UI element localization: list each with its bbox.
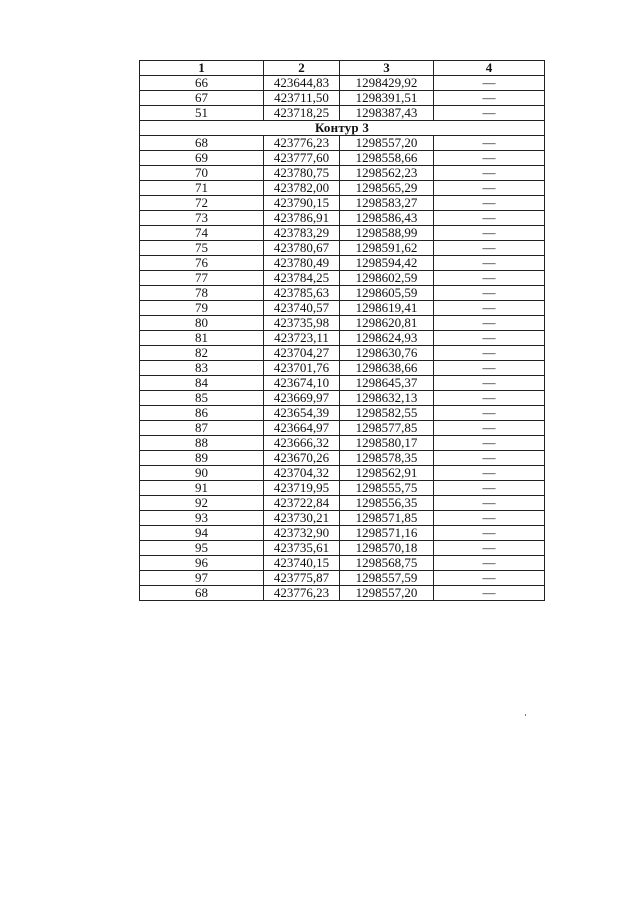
point-number-cell: 67 <box>140 91 264 106</box>
x-coordinate-cell: 423735,61 <box>264 541 340 556</box>
point-number-cell: 91 <box>140 481 264 496</box>
x-coordinate-cell: 423784,25 <box>264 271 340 286</box>
x-coordinate-cell: 423780,67 <box>264 241 340 256</box>
header-col-2: 2 <box>264 61 340 76</box>
table-row <box>140 286 545 301</box>
y-coordinate-cell: 1298582,55 <box>340 406 434 421</box>
x-coordinate-cell: 423654,39 <box>264 406 340 421</box>
point-number-cell: 75 <box>140 241 264 256</box>
point-number-cell: 68 <box>140 586 264 601</box>
x-coordinate-cell: 423740,57 <box>264 301 340 316</box>
note-cell: — <box>434 181 545 196</box>
point-number-cell: 82 <box>140 346 264 361</box>
point-number-cell: 77 <box>140 271 264 286</box>
x-coordinate-cell: 423704,27 <box>264 346 340 361</box>
y-coordinate-cell: 1298578,35 <box>340 451 434 466</box>
header-col-4: 4 <box>434 61 545 76</box>
y-coordinate-cell: 1298556,35 <box>340 496 434 511</box>
point-number-cell: 92 <box>140 496 264 511</box>
point-number-cell: 83 <box>140 361 264 376</box>
y-coordinate-cell: 1298645,37 <box>340 376 434 391</box>
point-number-cell: 76 <box>140 256 264 271</box>
note-cell: — <box>434 526 545 541</box>
y-coordinate-cell: 1298557,20 <box>340 586 434 601</box>
note-cell: — <box>434 421 545 436</box>
section-title: Контур 3 <box>140 121 545 136</box>
y-coordinate-cell: 1298557,20 <box>340 136 434 151</box>
x-coordinate-cell: 423775,87 <box>264 571 340 586</box>
point-number-cell: 97 <box>140 571 264 586</box>
note-cell: — <box>434 196 545 211</box>
x-coordinate-cell: 423780,49 <box>264 256 340 271</box>
point-number-cell: 80 <box>140 316 264 331</box>
x-coordinate-cell: 423732,90 <box>264 526 340 541</box>
note-cell: — <box>434 241 545 256</box>
table-row <box>140 541 545 556</box>
table-row <box>140 406 545 421</box>
y-coordinate-cell: 1298591,62 <box>340 241 434 256</box>
y-coordinate-cell: 1298557,59 <box>340 571 434 586</box>
note-cell: — <box>434 331 545 346</box>
section-heading-group <box>140 121 545 136</box>
y-coordinate-cell: 1298555,75 <box>340 481 434 496</box>
x-coordinate-cell: 423644,83 <box>264 76 340 91</box>
point-number-cell: 66 <box>140 76 264 91</box>
y-coordinate-cell: 1298638,66 <box>340 361 434 376</box>
note-cell: — <box>434 361 545 376</box>
point-number-cell: 51 <box>140 106 264 121</box>
x-coordinate-cell: 423790,15 <box>264 196 340 211</box>
y-coordinate-cell: 1298602,59 <box>340 271 434 286</box>
point-number-cell: 70 <box>140 166 264 181</box>
note-cell: — <box>434 256 545 271</box>
note-cell: — <box>434 406 545 421</box>
x-coordinate-cell: 423669,97 <box>264 391 340 406</box>
table-row <box>140 466 545 481</box>
y-coordinate-cell: 1298624,93 <box>340 331 434 346</box>
point-number-cell: 79 <box>140 301 264 316</box>
note-cell: — <box>434 586 545 601</box>
table-row <box>140 256 545 271</box>
y-coordinate-cell: 1298588,99 <box>340 226 434 241</box>
y-coordinate-cell: 1298568,75 <box>340 556 434 571</box>
x-coordinate-cell: 423782,00 <box>264 181 340 196</box>
table-row <box>140 136 545 151</box>
point-number-cell: 68 <box>140 136 264 151</box>
table-row <box>140 241 545 256</box>
table-row <box>140 556 545 571</box>
point-number-cell: 73 <box>140 211 264 226</box>
point-number-cell: 87 <box>140 421 264 436</box>
note-cell: — <box>434 436 545 451</box>
table-row <box>140 211 545 226</box>
table-row <box>140 451 545 466</box>
table-row <box>140 301 545 316</box>
point-number-cell: 69 <box>140 151 264 166</box>
note-cell: — <box>434 106 545 121</box>
y-coordinate-cell: 1298571,16 <box>340 526 434 541</box>
point-number-cell: 90 <box>140 466 264 481</box>
x-coordinate-cell: 423776,23 <box>264 136 340 151</box>
point-number-cell: 95 <box>140 541 264 556</box>
note-cell: — <box>434 151 545 166</box>
y-coordinate-cell: 1298630,76 <box>340 346 434 361</box>
table-row <box>140 226 545 241</box>
header-col-1: 1 <box>140 61 264 76</box>
note-cell: — <box>434 376 545 391</box>
table-row <box>140 331 545 346</box>
point-number-cell: 74 <box>140 226 264 241</box>
point-number-cell: 78 <box>140 286 264 301</box>
table-row <box>140 151 545 166</box>
note-cell: — <box>434 391 545 406</box>
note-cell: — <box>434 166 545 181</box>
x-coordinate-cell: 423719,95 <box>264 481 340 496</box>
table-row <box>140 316 545 331</box>
note-cell: — <box>434 571 545 586</box>
note-cell: — <box>434 346 545 361</box>
table-row <box>140 511 545 526</box>
table-row <box>140 91 545 106</box>
x-coordinate-cell: 423670,26 <box>264 451 340 466</box>
y-coordinate-cell: 1298577,85 <box>340 421 434 436</box>
note-cell: — <box>434 271 545 286</box>
y-coordinate-cell: 1298429,92 <box>340 76 434 91</box>
y-coordinate-cell: 1298562,23 <box>340 166 434 181</box>
table-row <box>140 376 545 391</box>
note-cell: — <box>434 556 545 571</box>
table-row <box>140 571 545 586</box>
x-coordinate-cell: 423777,60 <box>264 151 340 166</box>
x-coordinate-cell: 423674,10 <box>264 376 340 391</box>
point-number-cell: 84 <box>140 376 264 391</box>
y-coordinate-cell: 1298632,13 <box>340 391 434 406</box>
note-cell: — <box>434 451 545 466</box>
note-cell: — <box>434 211 545 226</box>
note-cell: — <box>434 466 545 481</box>
y-coordinate-cell: 1298558,66 <box>340 151 434 166</box>
y-coordinate-cell: 1298562,91 <box>340 466 434 481</box>
rows-before-section <box>140 76 545 121</box>
note-cell: — <box>434 76 545 91</box>
note-cell: — <box>434 511 545 526</box>
x-coordinate-cell: 423701,76 <box>264 361 340 376</box>
y-coordinate-cell: 1298570,18 <box>340 541 434 556</box>
y-coordinate-cell: 1298571,85 <box>340 511 434 526</box>
x-coordinate-cell: 423735,98 <box>264 316 340 331</box>
x-coordinate-cell: 423740,15 <box>264 556 340 571</box>
x-coordinate-cell: 423664,97 <box>264 421 340 436</box>
table-row <box>140 496 545 511</box>
point-number-cell: 93 <box>140 511 264 526</box>
header-col-3: 3 <box>340 61 434 76</box>
table-row <box>140 196 545 211</box>
note-cell: — <box>434 301 545 316</box>
point-number-cell: 89 <box>140 451 264 466</box>
table-row <box>140 181 545 196</box>
note-cell: — <box>434 286 545 301</box>
point-number-cell: 86 <box>140 406 264 421</box>
table-row <box>140 586 545 601</box>
y-coordinate-cell: 1298583,27 <box>340 196 434 211</box>
x-coordinate-cell: 423786,91 <box>264 211 340 226</box>
x-coordinate-cell: 423776,23 <box>264 586 340 601</box>
note-cell: — <box>434 496 545 511</box>
x-coordinate-cell: 423666,32 <box>264 436 340 451</box>
y-coordinate-cell: 1298586,43 <box>340 211 434 226</box>
y-coordinate-cell: 1298620,81 <box>340 316 434 331</box>
y-coordinate-cell: 1298391,51 <box>340 91 434 106</box>
note-cell: — <box>434 136 545 151</box>
y-coordinate-cell: 1298605,59 <box>340 286 434 301</box>
y-coordinate-cell: 1298594,42 <box>340 256 434 271</box>
x-coordinate-cell: 423780,75 <box>264 166 340 181</box>
section-row <box>140 121 545 136</box>
header-row <box>140 61 545 76</box>
y-coordinate-cell: 1298565,29 <box>340 181 434 196</box>
table-row <box>140 106 545 121</box>
table-row <box>140 481 545 496</box>
point-number-cell: 96 <box>140 556 264 571</box>
x-coordinate-cell: 423718,25 <box>264 106 340 121</box>
coordinates-table <box>139 60 545 601</box>
table-row <box>140 391 545 406</box>
y-coordinate-cell: 1298387,43 <box>340 106 434 121</box>
table-row <box>140 436 545 451</box>
point-number-cell: 88 <box>140 436 264 451</box>
x-coordinate-cell: 423785,63 <box>264 286 340 301</box>
y-coordinate-cell: 1298619,41 <box>340 301 434 316</box>
table-row <box>140 526 545 541</box>
note-cell: — <box>434 541 545 556</box>
contour-3-rows <box>140 136 545 601</box>
scan-speck <box>525 714 526 716</box>
x-coordinate-cell: 423730,21 <box>264 511 340 526</box>
table-row <box>140 271 545 286</box>
point-number-cell: 72 <box>140 196 264 211</box>
note-cell: — <box>434 226 545 241</box>
point-number-cell: 85 <box>140 391 264 406</box>
note-cell: — <box>434 481 545 496</box>
table-row <box>140 346 545 361</box>
x-coordinate-cell: 423711,50 <box>264 91 340 106</box>
y-coordinate-cell: 1298580,17 <box>340 436 434 451</box>
table-row <box>140 421 545 436</box>
x-coordinate-cell: 423783,29 <box>264 226 340 241</box>
note-cell: — <box>434 316 545 331</box>
table-row <box>140 361 545 376</box>
x-coordinate-cell: 423723,11 <box>264 331 340 346</box>
table-row <box>140 76 545 91</box>
x-coordinate-cell: 423704,32 <box>264 466 340 481</box>
point-number-cell: 81 <box>140 331 264 346</box>
note-cell: — <box>434 91 545 106</box>
point-number-cell: 71 <box>140 181 264 196</box>
point-number-cell: 94 <box>140 526 264 541</box>
x-coordinate-cell: 423722,84 <box>264 496 340 511</box>
table-row <box>140 166 545 181</box>
